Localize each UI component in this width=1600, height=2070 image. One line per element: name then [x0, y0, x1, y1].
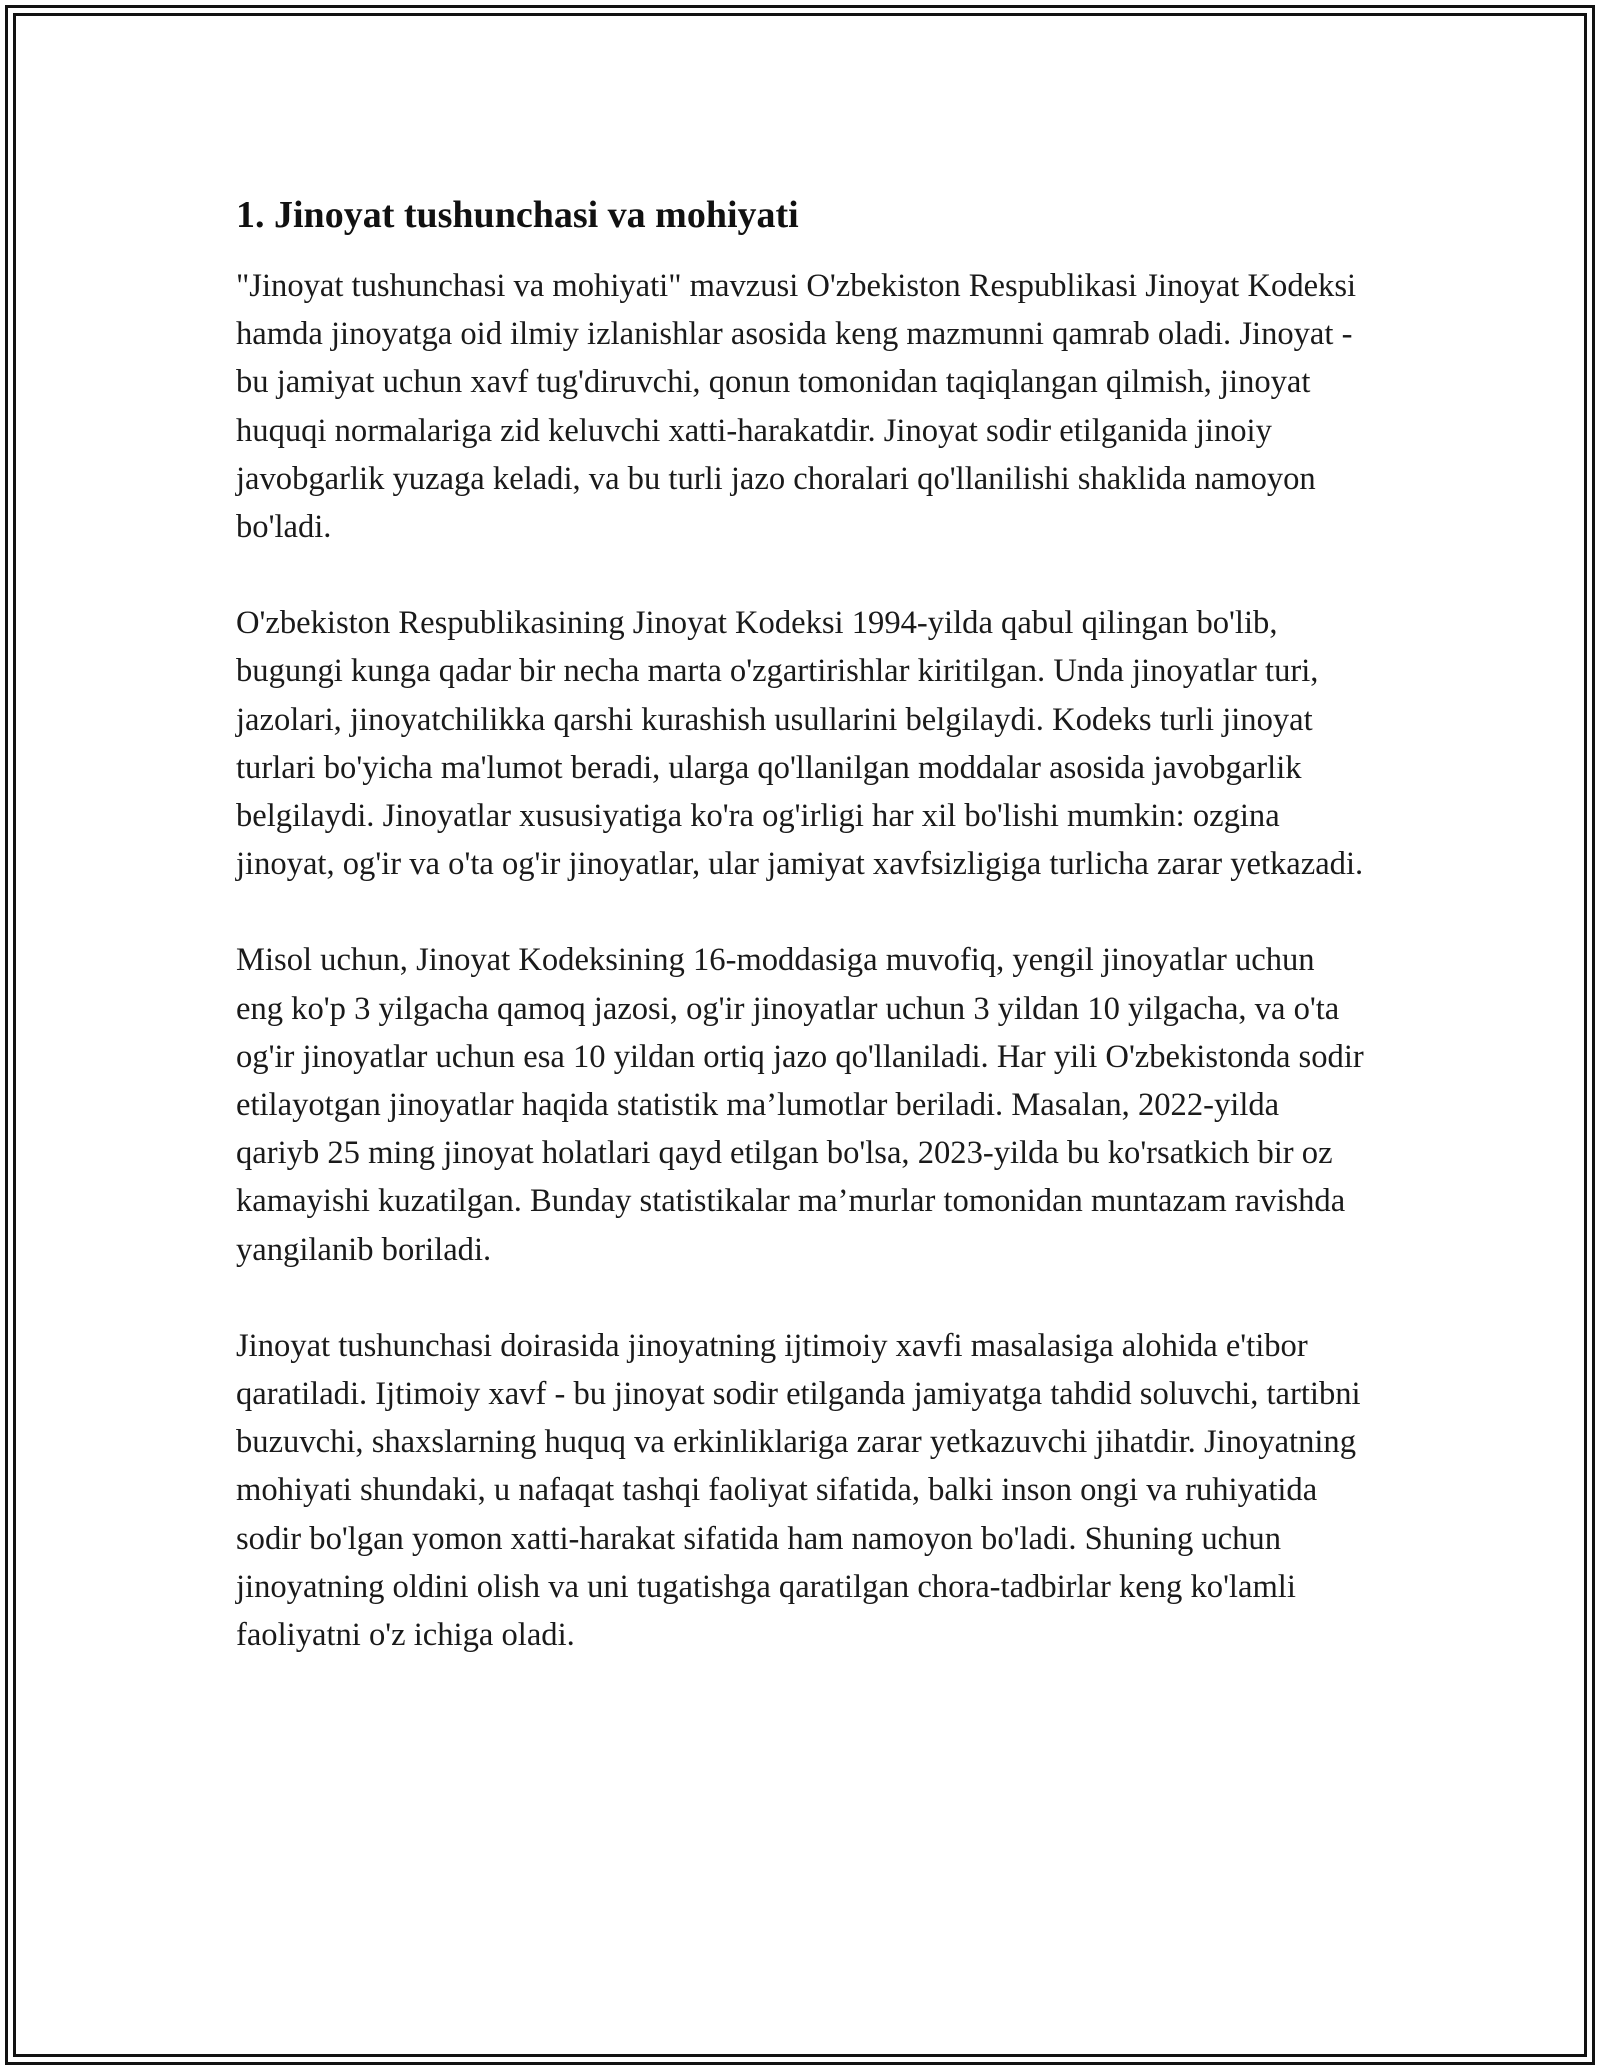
document-body — [236, 190, 1366, 1707]
paragraph-2: O'zbekiston Respublikasining Jinoyat Kodeksi 1994-yilda qabul qilingan bo'lib, bugungi kunga qadar bir necha marta o'zgartirishlar kiritilgan. Unda jinoyatlar turi, jazolari, jinoyatchilikka qarshi kurashish usullarini belgilaydi. Kodeks turli jinoyat turlari bo'yicha ma'lumot beradi, ularga qo'llanilgan moddalar asosida javobgarlik belgilaydi. Jinoyatlar xususiyatiga ko'ra og'irligi har xil bo'lishi mumkin: ozgina jinoyat, og'ir va o'ta og'ir jinoyatlar, ular jamiyat xavfsizligiga turlicha zarar yetkazadi. — [236, 605, 1364, 883]
paragraph-1: "Jinoyat tushunchasi va mohiyati" mavzusi O'zbekiston Respublikasi Jinoyat Kodeksi hamda jinoyatga oid ilmiy izlanishlar asosida keng mazmunni qamrab oladi. Jinoyat - bu jamiyat uchun xavf tug'diruvchi, qonun tomonidan taqiqlangan qilmish, jinoyat huquqi normalariga zid keluvchi xatti-harakatdir. Jinoyat sodir etilganida jinoiy javobgarlik yuzaga keladi, va bu turli jazo choralari qo'llanilishi shaklida namoyon bo'ladi. — [236, 268, 1357, 546]
section-heading: 1. Jinoyat tushunchasi va mohiyati — [236, 194, 799, 236]
paragraph-3: Misol uchun, Jinoyat Kodeksining 16-moddasiga muvofiq, yengil jinoyatlar uchun eng ko'p 3 yilgacha qamoq jazosi, og'ir jinoyatlar uchun 3 yildan 10 yilgacha, va o'ta og'ir jinoyatlar uchun esa 10 yildan ortiq jazo qo'llaniladi. Har yili O'zbekistonda sodir etilayotgan jinoyatlar haqida statistik ma’lumotlar beriladi. Masalan, 2022-yilda qariyb 25 ming jinoyat holatlari qayd etilgan bo'lsa, 2023-yilda bu ko'rsatkich bir oz kamayishi kuzatilgan. Bunday statistikalar ma’murlar tomonidan muntazam ravishda yangilanib boriladi. — [236, 942, 1364, 1268]
paragraph-4: Jinoyat tushunchasi doirasida jinoyatning ijtimoiy xavfi masalasiga alohida e'tibor qaratiladi. Ijtimoiy xavf - bu jinoyat sodir etilganda jamiyatga tahdid soluvchi, tartibni buzuvchi, shaxslarning huquq va erkinliklariga zarar yetkazuvchi jihatdir. Jinoyatning mohiyati shundaki, u nafaqat tashqi faoliyat sifatida, balki inson ongi va ruhiyatida sodir bo'lgan yomon xatti-harakat sifatida ham namoyon bo'ladi. Shuning uchun jinoyatning oldini olish va uni tugatishga qaratilgan chora-tadbirlar keng ko'lamli faoliyatni o'z ichiga oladi. — [236, 1327, 1361, 1654]
